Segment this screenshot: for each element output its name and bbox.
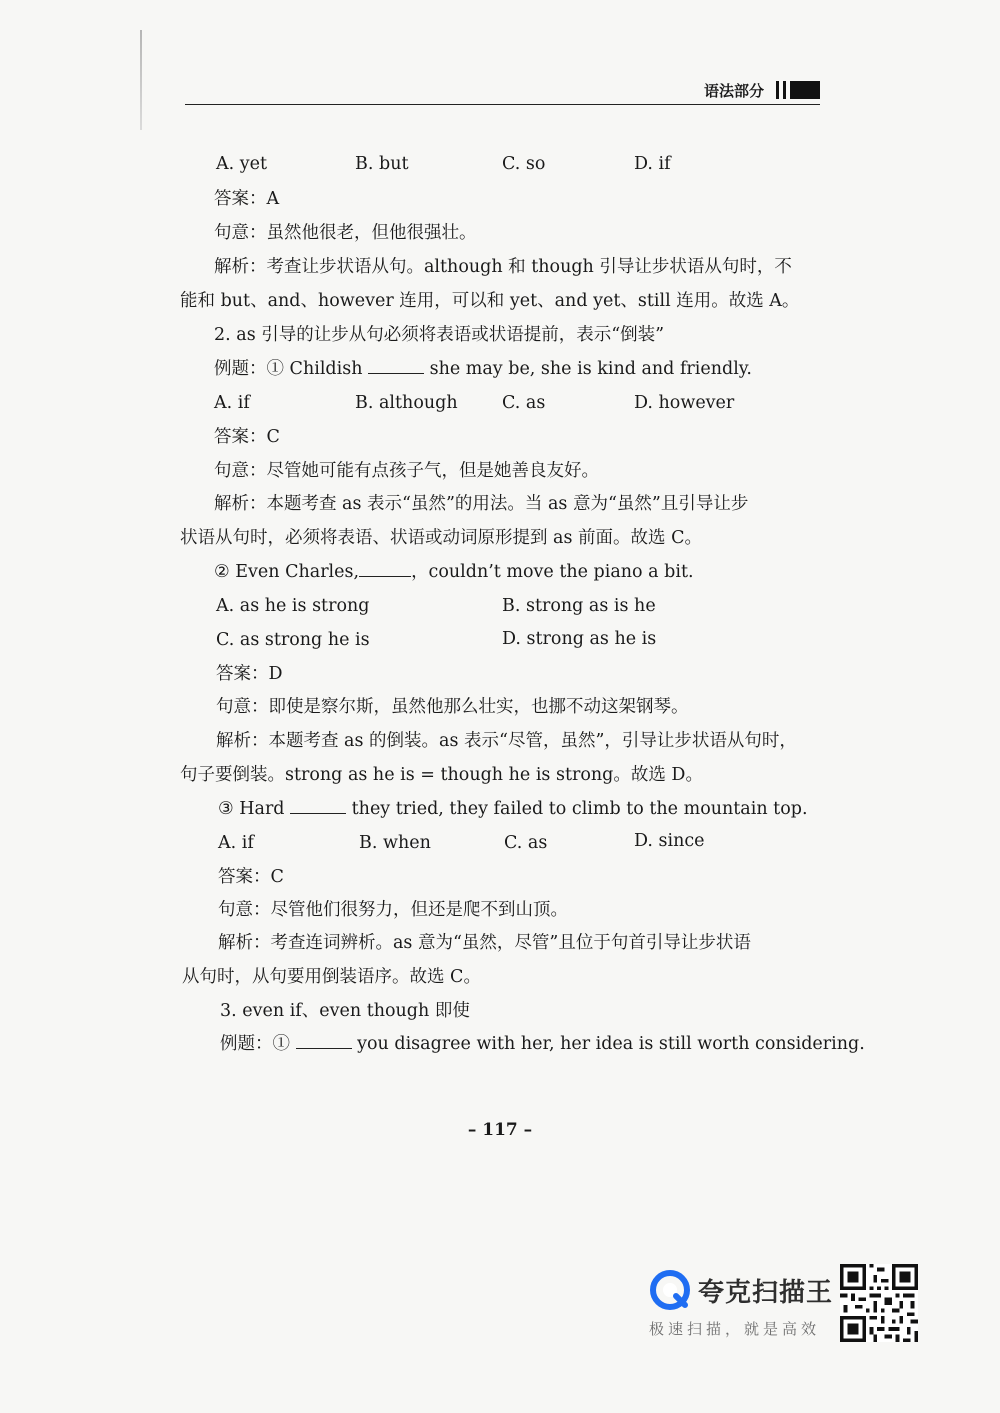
- q3-option-d: D. strong as he is: [502, 629, 657, 649]
- watermark-brand: 夸克扫描王: [698, 1278, 834, 1308]
- answer-blank: [368, 357, 424, 374]
- q2-option-c: C. as: [502, 393, 546, 413]
- example-text-after: you disagree with her, her idea is still worth considering.: [351, 1034, 865, 1054]
- q2-analysis-line2: 状语从句时，必须将表语、状语或动词原形提到 as 前面。故选 C。: [180, 528, 702, 548]
- q2-analysis-line1: 解析：本题考查 as 表示“虽然”的用法。当 as 意为“虽然”且引导让步: [214, 494, 749, 514]
- q1-option-a: A. yet: [216, 154, 268, 174]
- section-2-heading: 2. as 引导的让步从句必须将表语或状语提前，表示“倒装”: [214, 325, 665, 345]
- q2-option-d: D. however: [634, 393, 735, 413]
- example-text-after: ，couldn’t move the piano a bit.: [411, 562, 694, 582]
- answer-blank: [359, 560, 411, 577]
- q3-option-c: C. as strong he is: [216, 630, 370, 650]
- q4-option-b: B. when: [359, 833, 431, 853]
- q1-analysis-line1: 解析：考查让步状语从句。although 和 though 引导让步状语从句时，不: [214, 257, 792, 277]
- q2-option-a: A. if: [214, 393, 250, 413]
- q4-answer: 答案：C: [218, 867, 284, 887]
- example-text-before: 例题：①: [220, 1034, 296, 1054]
- quark-logo-icon: [650, 1270, 690, 1310]
- answer-blank: [290, 797, 346, 814]
- example-text-after: she may be, she is kind and friendly.: [424, 359, 752, 379]
- q1-option-d: D. if: [634, 154, 671, 174]
- header-rule: [185, 104, 820, 105]
- page-number: – 117 –: [467, 1120, 533, 1140]
- q4-option-d: D. since: [634, 831, 705, 851]
- q2-option-b: B. although: [355, 393, 458, 413]
- q1-option-b: B. but: [355, 154, 409, 174]
- scan-edge-mark: [140, 30, 142, 130]
- example-text-before: ③ Hard: [218, 799, 291, 819]
- section-3-heading: 3. even if、even though 即使: [220, 1001, 470, 1021]
- example-2-3: [218, 797, 808, 821]
- q3-analysis-line1: 解析：本题考查 as 的倒装。as 表示“尽管，虽然”，引导让步状语从句时，: [216, 731, 797, 751]
- q3-option-b: B. strong as is he: [502, 596, 656, 616]
- q3-analysis-line2: 句子要倒装。strong as he is = though he is strong。故选 D。: [180, 765, 703, 785]
- example-3-1: [220, 1032, 865, 1056]
- example-2-1: [214, 357, 752, 381]
- watermark-slogan: 极速扫描，就是高效: [649, 1320, 821, 1338]
- q3-answer: 答案：D: [216, 664, 283, 684]
- q4-option-a: A. if: [218, 833, 254, 853]
- qr-code-icon: [838, 1264, 920, 1342]
- q1-analysis-line2: 能和 but、and、however 连用，可以和 yet、and yet、still 连用。故选 A。: [180, 291, 800, 311]
- scanner-watermark: [645, 1262, 925, 1344]
- q4-meaning: 句意：尽管他们很努力，但还是爬不到山顶。: [218, 900, 568, 920]
- q2-meaning: 句意：尽管她可能有点孩子气，但是她善良友好。: [214, 461, 599, 481]
- example-text-before: 例题：① Childish: [214, 359, 369, 379]
- q1-option-c: C. so: [502, 154, 546, 174]
- q4-analysis-line1: 解析：考查连词辨析。as 意为“虽然，尽管”且位于句首引导让步状语: [218, 933, 751, 953]
- page-header: [185, 76, 820, 104]
- answer-blank: [296, 1032, 352, 1049]
- example-text-before: ② Even Charles,: [214, 562, 360, 582]
- q3-option-a: A. as he is strong: [216, 596, 370, 616]
- q1-meaning: 句意：虽然他很老，但他很强壮。: [214, 223, 477, 243]
- q2-answer: 答案：C: [214, 427, 280, 447]
- q1-answer: 答案：A: [214, 189, 280, 209]
- example-2-2: [214, 560, 694, 584]
- section-title: 语法部分: [703, 82, 764, 100]
- q4-analysis-line2: 从句时，从句要用倒装语序。故选 C。: [182, 967, 481, 987]
- header-bars-icon: [776, 81, 820, 99]
- q3-meaning: 句意：即使是察尔斯，虽然他那么壮实，也挪不动这架钢琴。: [216, 697, 689, 717]
- example-text-after: they tried, they failed to climb to the mountain top.: [346, 799, 808, 819]
- q4-option-c: C. as: [504, 833, 548, 853]
